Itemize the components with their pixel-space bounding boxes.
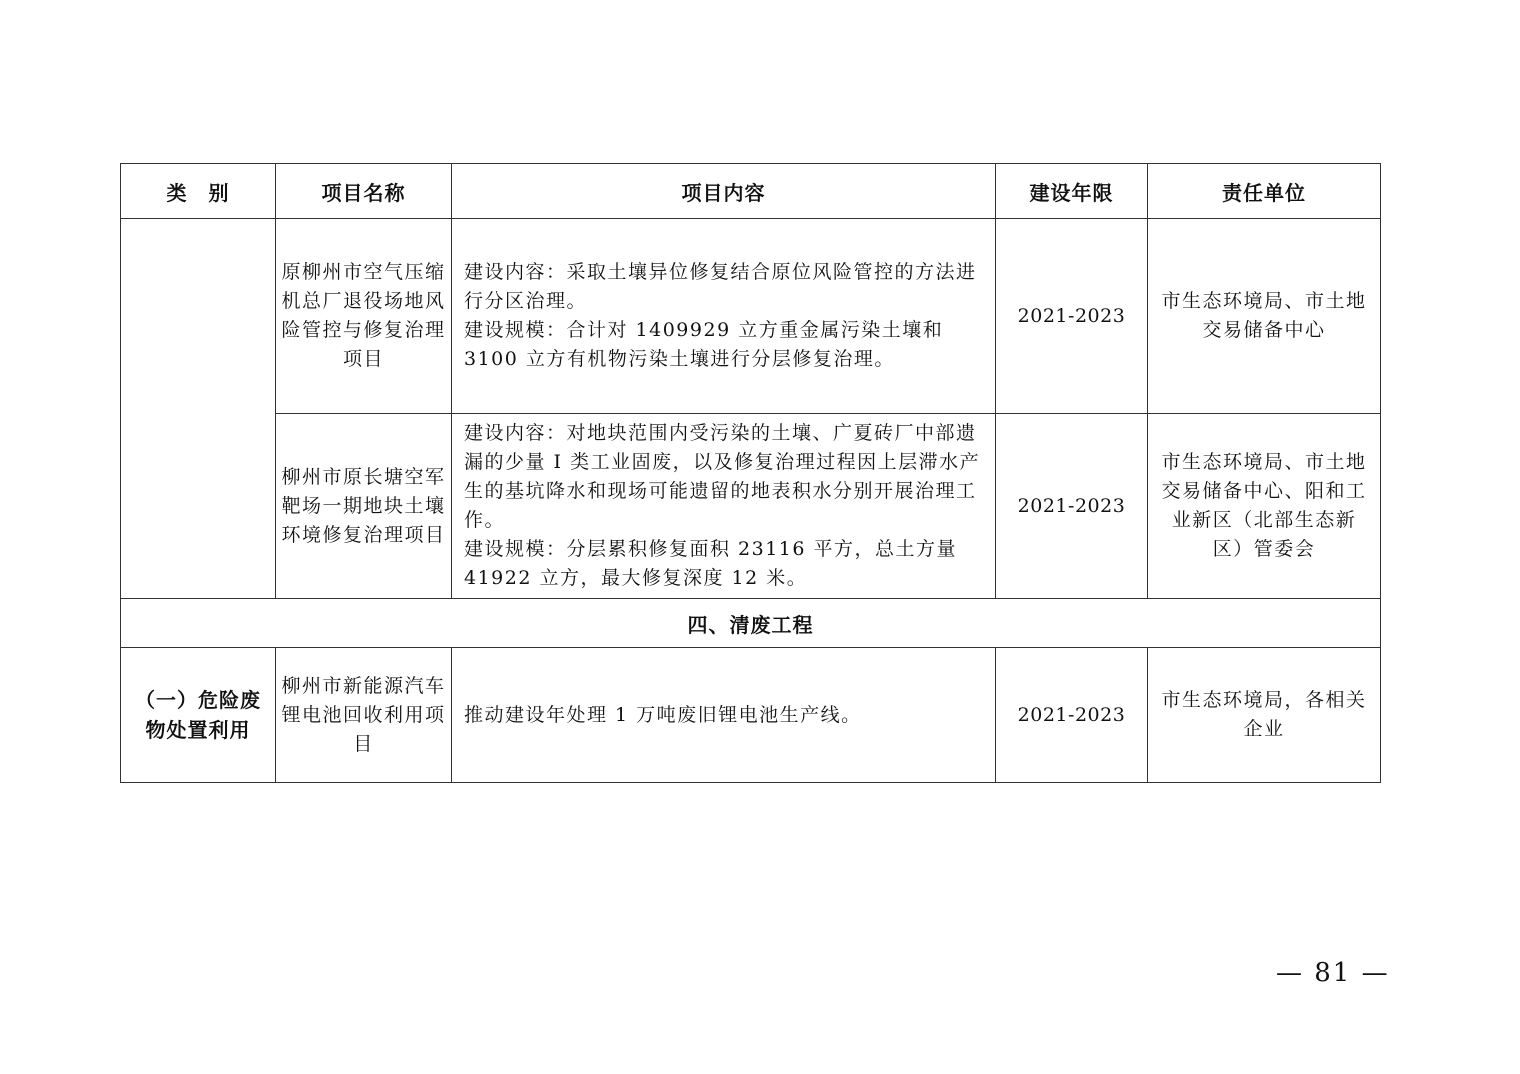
content-line: 建设内容：采取土壤异位修复结合原位风险管控的方法进行分区治理。 [464, 261, 977, 312]
header-construction-years: 建设年限 [996, 164, 1148, 219]
section-header-row [121, 599, 1381, 648]
responsible-unit-cell: 市生态环境局，各相关企业 [1148, 648, 1381, 783]
table-row [121, 414, 1381, 599]
project-name-cell: 柳州市原长塘空军靶场一期地块土壤环境修复治理项目 [276, 414, 452, 599]
table-row [121, 219, 1381, 414]
project-name-cell: 柳州市新能源汽车锂电池回收利用项目 [276, 648, 452, 783]
header-project-content: 项目内容 [452, 164, 996, 219]
table-row [121, 648, 1381, 783]
project-table [120, 163, 1381, 783]
project-content-cell [452, 648, 996, 783]
content-line: 建设规模：分层累积修复面积 23116 平方，总土方量 41922 立方，最大修复深度 12 米。 [464, 538, 958, 589]
responsible-unit-cell: 市生态环境局、市土地交易储备中心、阳和工业新区（北部生态新区）管委会 [1148, 414, 1381, 599]
category-cell-empty [121, 219, 276, 599]
construction-years-cell: 2021-2023 [996, 414, 1148, 599]
content-line: 建设规模：合计对 1409929 立方重金属污染土壤和 3100 立方有机物污染土壤进行分层修复治理。 [464, 319, 944, 370]
header-project-name: 项目名称 [276, 164, 452, 219]
page-number: — 81 — [1276, 958, 1390, 988]
project-name-cell: 原柳州市空气压缩机总厂退役场地风险管控与修复治理项目 [276, 219, 452, 414]
header-responsible-unit: 责任单位 [1148, 164, 1381, 219]
category-cell: （一）危险废物处置利用 [121, 648, 276, 783]
content-line: 建设内容：对地块范围内受污染的土壤、广夏砖厂中部遗漏的少量 I 类工业固废，以及修复治理过程因上层滞水产生的基坑降水和现场可能遗留的地表积水分别开展治理工作。 [464, 422, 981, 531]
header-category: 类 别 [121, 164, 276, 219]
project-content-cell [452, 414, 996, 599]
construction-years-cell: 2021-2023 [996, 648, 1148, 783]
construction-years-cell: 2021-2023 [996, 219, 1148, 414]
section-title: 四、清废工程 [121, 599, 1381, 648]
responsible-unit-cell: 市生态环境局、市土地交易储备中心 [1148, 219, 1381, 414]
table-header-row [121, 164, 1381, 219]
project-content-cell [452, 219, 996, 414]
content-line: 推动建设年处理 1 万吨废旧锂电池生产线。 [464, 703, 862, 726]
